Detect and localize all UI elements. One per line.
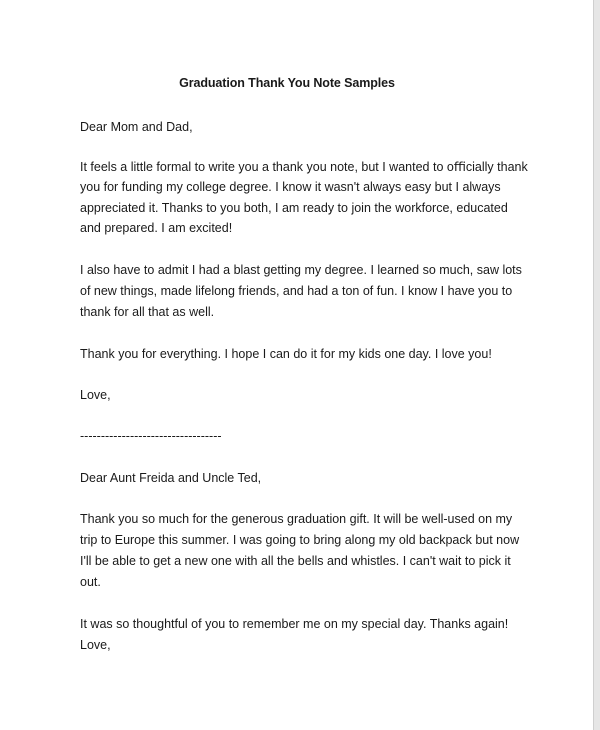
letter-separator: ---------------------------------- xyxy=(80,429,222,443)
letter1-p2-line3: thank for all that as well. xyxy=(80,305,215,319)
letter1-p1-line2: you for funding my college degree. I know it wasn't always easy but I always xyxy=(80,180,501,194)
letter2-p1-line4: out. xyxy=(80,575,101,589)
letter2-p1-line3: I'll be able to get a new one with all the bells and whistles. I can't wait to pick it xyxy=(80,554,511,568)
letter1-p1-line4: and prepared. I am excited! xyxy=(80,221,233,235)
letter2-p2: It was so thoughtful of you to remember me on my special day. Thanks again! xyxy=(80,617,509,631)
letter1-p2-line1: I also have to admit I had a blast getting my degree. I learned so much, saw lots xyxy=(80,263,522,277)
letter1-p1-line3: appreciated it. Thanks to you both, I am ready to join the workforce, educated xyxy=(80,201,508,215)
page-edge-divider xyxy=(593,0,600,730)
letter1-closing: Love, xyxy=(80,388,111,402)
letter2-p1-line2: trip to Europe this summer. I was going to bring along my old backpack but now xyxy=(80,533,520,547)
letter2-p1-line1: Thank you so much for the generous graduation gift. It will be well-used on my xyxy=(80,512,513,526)
document-title: Graduation Thank You Note Samples xyxy=(179,76,395,90)
letter2-salutation: Dear Aunt Freida and Uncle Ted, xyxy=(80,471,262,485)
letter1-p1-line1: It feels a little formal to write you a thank you note, but I wanted to oﬃcially thank xyxy=(80,160,528,174)
letter2-closing: Love, xyxy=(80,638,111,652)
letter1-p3: Thank you for everything. I hope I can do it for my kids one day. I love you! xyxy=(80,347,492,361)
letter1-p2-line2: of new things, made lifelong friends, and had a ton of fun. I know I have you to xyxy=(80,284,513,298)
letter1-salutation: Dear Mom and Dad, xyxy=(80,120,193,134)
